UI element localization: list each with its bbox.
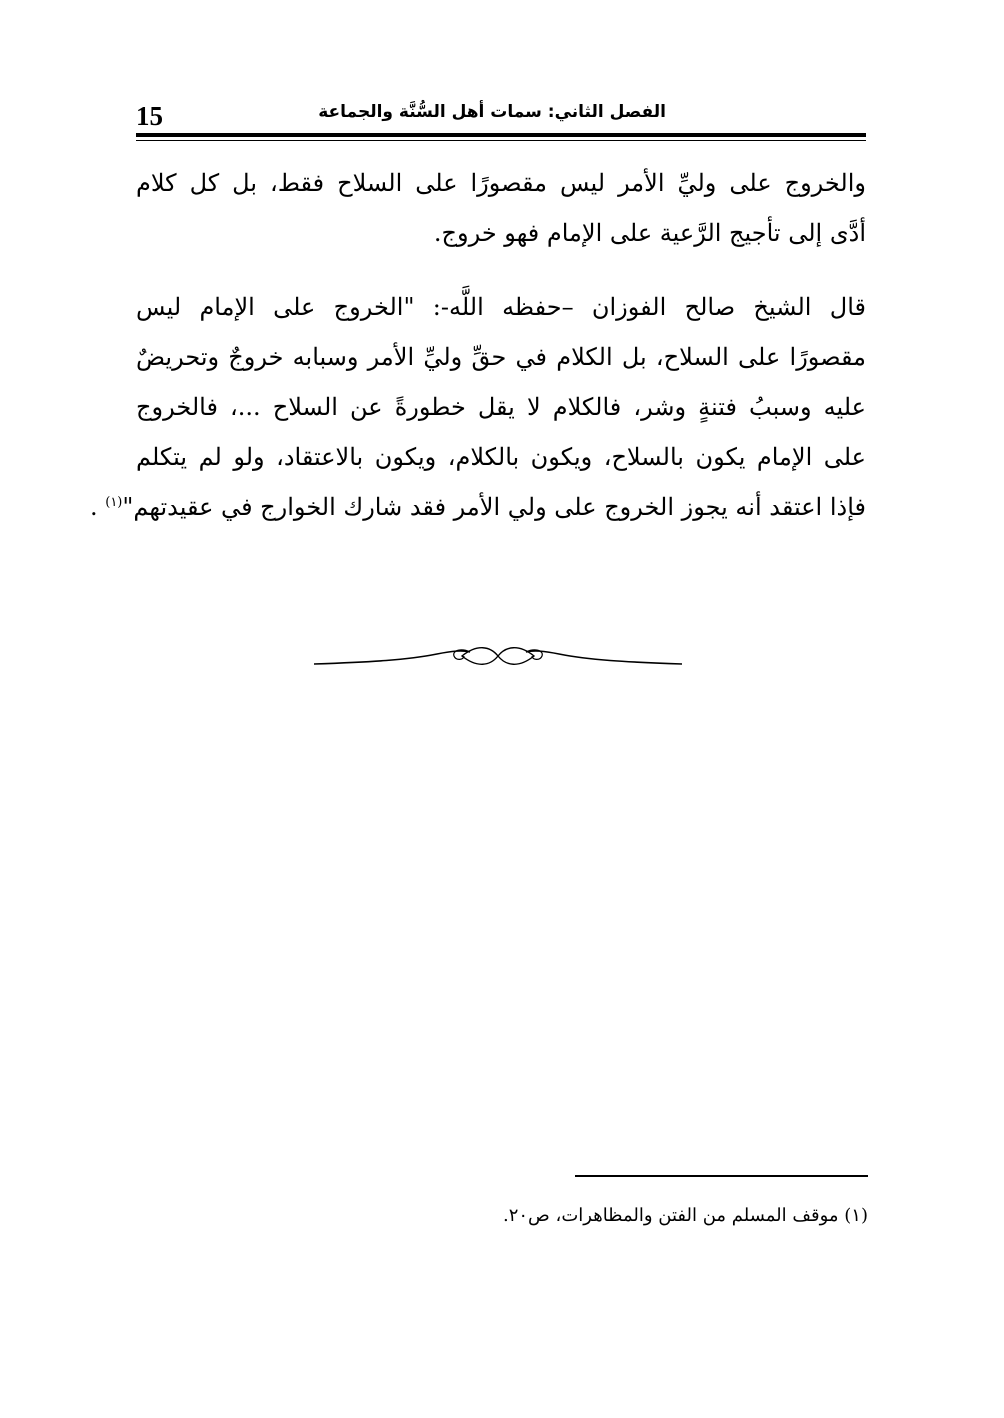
footnote-separator — [575, 1175, 868, 1177]
paragraph-1-line-2: أدَّى إلى تأجيج الرَّعية على الإمام فهو خروج. — [433, 219, 866, 247]
footnote-reference[interactable]: (١) — [105, 495, 123, 510]
paragraph-2-line-5-wrapper — [89, 482, 866, 532]
paragraph-2-line-4: على الإمام يكون بالسلاح، ويكون بالكلام، ويكون بالاعتقاد، ولو لم يتكلم — [136, 443, 866, 471]
paragraph-2-line-2: مقصورًا على السلاح، بل الكلام في حقِّ وليِّ الأمر وسبابه خروجٌ وتحريضٌ — [136, 343, 866, 371]
page-number: 15 — [136, 101, 163, 131]
header-rule-thin — [136, 140, 866, 141]
paragraph-1-line-1: والخروج على وليِّ الأمر ليس مقصورًا على السلاح فقط، بل كل كلام — [136, 169, 866, 197]
footnote: (١) موقف المسلم من الفتن والمظاهرات، ص٢٠. — [502, 1205, 868, 1226]
paragraph-2-line-5: فإذا اعتقد أنه يجوز الخروج على ولي الأمر فقد شارك الخوارج في عقيدتهم" — [122, 493, 866, 521]
paragraph-gap — [136, 258, 866, 282]
section-divider-ornament — [312, 640, 684, 676]
paragraph-2-line-3: عليه وسببُ فتنةٍ وشر، فالكلام لا يقل خطورةً عن السلاح ...، فالخروج — [136, 393, 866, 421]
end-mark: . — [89, 493, 98, 521]
paragraph-2 — [89, 282, 866, 532]
paragraph-2-line-1: قال الشيخ صالح الفوزان –حفظه اللَّه-: "الخروج على الإمام ليس — [136, 293, 866, 321]
header-rule-thick — [136, 133, 866, 137]
paragraph-1 — [136, 158, 866, 258]
ornament-left-swash — [314, 651, 470, 664]
ornament-right-swash — [526, 651, 682, 664]
chapter-title: الفصل الثاني: سمات أهل السُّنَّة والجماعة — [318, 102, 666, 122]
main-text — [89, 158, 866, 532]
ornament-center-knot — [462, 648, 534, 665]
